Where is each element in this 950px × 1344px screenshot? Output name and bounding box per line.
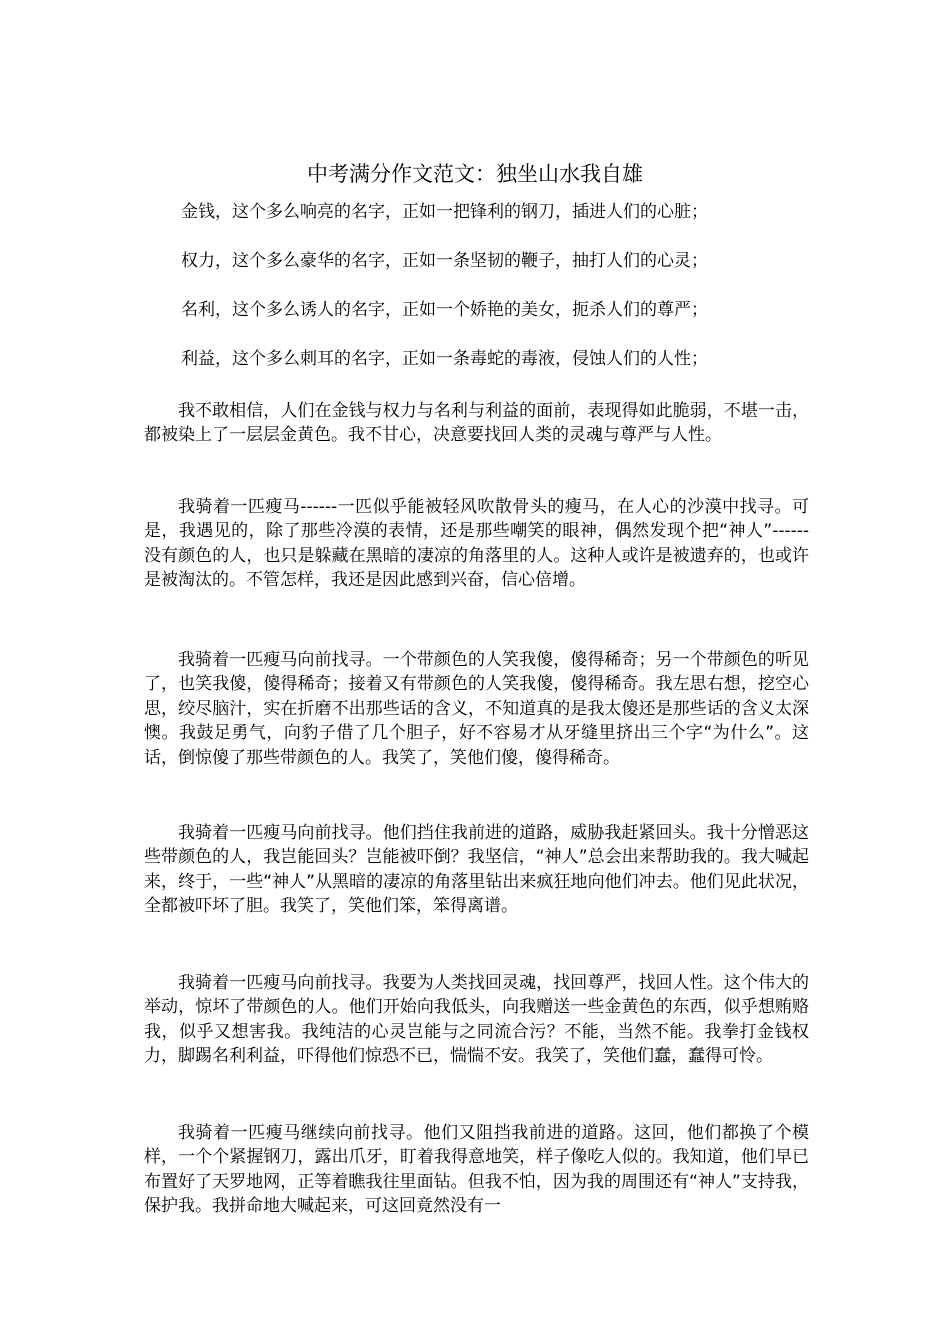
paragraph: 我骑着一匹瘦马向前找寻。一个带颜色的人笑我傻，傻得稀奇；另一个带颜色的听见了，也笑我傻，傻得稀奇；接着又有带颜色的人笑我傻，傻得稀奇。我左思右想，挖空心思，绞尽脑汁，实在折磨不出那些话的含义，不知道真的是我太傻还是那些话的含义太深懊。我鼓足勇气，向豹子借了几个胆子，好不容易才从牙缝里挤出三个字“为什么”。这话，倒惊傻了那些带颜色的人。我笑了，笑他们傻，傻得稀奇。 — [144, 650, 809, 768]
essay-title: 中考满分作文范文：独坐山水我自雄 — [307, 162, 643, 186]
verse-line-money: 金钱，这个多么响亮的名字，正如一把锋利的钢刀，插进人们的心脏； — [181, 202, 708, 222]
verse-line-profit: 利益，这个多么刺耳的名字，正如一条毒蛇的毒液，侵蚀人们的人性； — [181, 349, 708, 369]
paragraph: 我骑着一匹瘦马------一匹似乎能被轻风吹散骨头的瘦马，在人心的沙漠中找寻。可是，我遇见的，除了那些冷漠的表情，还是那些嘲笑的眼神，偶然发现个把“神人”------没有颜色的人，也只是躲藏在黑暗的凄凉的角落里的人。这种人或许是被遗弃的，也或许是被淘汰的。不管怎样，我还是因此感到兴奋，信心倍增。 — [144, 497, 809, 591]
verse-line-power: 权力，这个多么豪华的名字，正如一条坚韧的鞭子，抽打人们的心灵； — [181, 251, 708, 271]
verse-line-fame: 名利，这个多么诱人的名字，正如一个娇艳的美女，扼杀人们的尊严； — [181, 300, 708, 320]
paragraph: 我骑着一匹瘦马向前找寻。我要为人类找回灵魂，找回尊严，找回人性。这个伟大的举动，惊坏了带颜色的人。他们开始向我低头，向我赠送一些金黄色的东西，似乎想贿赂我，似乎又想害我。我纯洁的心灵岂能与之同流合污？不能，当然不能。我拳打金钱权力，脚踢名利利益，吓得他们惊恐不已，惴惴不安。我笑了，笑他们蠢，蠢得可怜。 — [144, 973, 809, 1067]
paragraph: 我骑着一匹瘦马向前找寻。他们挡住我前进的道路，威胁我赶紧回头。我十分憎恶这些带颜色的人，我岂能回头？岂能被吓倒？我坚信，“神人”总会出来帮助我的。我大喊起来，终于，一些“神人”从黑暗的凄凉的角落里钻出来疯狂地向他们冲去。他们见此状况，全都被吓坏了胆。我笑了，笑他们笨，笨得离谱。 — [144, 823, 809, 917]
paragraph: 我不敢相信，人们在金钱与权力与名利与利益的面前，表现得如此脆弱，不堪一击，都被染上了一层层金黄色。我不甘心，决意要找回人类的灵魂与尊严与人性。 — [144, 401, 809, 446]
paragraph: 我骑着一匹瘦马继续向前找寻。他们又阻挡我前进的道路。这回，他们都换了个模样，一个个紧握钢刀，露出爪牙，盯着我得意地笑，样子像吃人似的。我知道，他们早已布置好了天罗地网，正等着瞧我往里面钻。但我不怕，因为我的周围还有“神人”支持我，保护我。我拼命地大喊起来，可这回竟然没有一 — [144, 1123, 809, 1217]
